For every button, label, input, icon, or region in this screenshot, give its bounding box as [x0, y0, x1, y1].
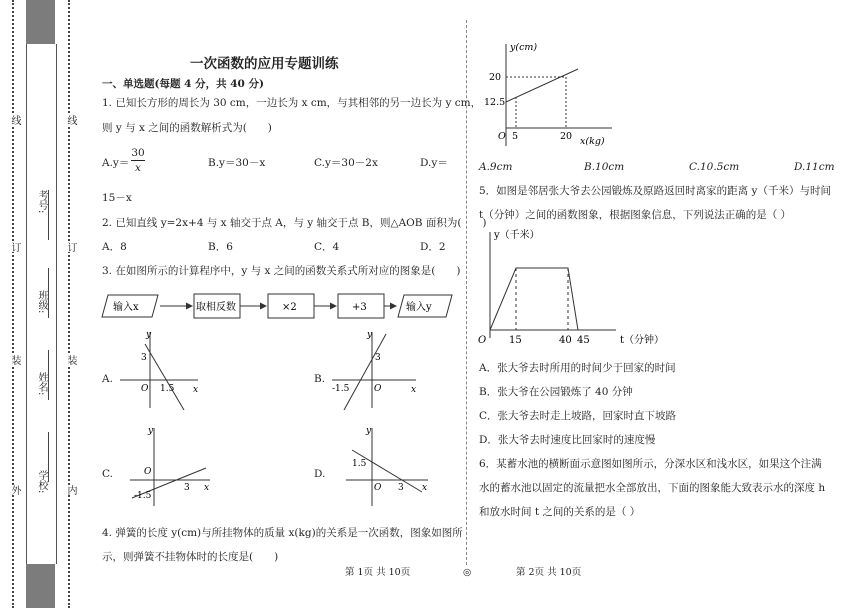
field-school: 学校: [36, 470, 47, 494]
spring-x2: 20 [560, 131, 573, 142]
spring-xlabel: x(kg) [580, 136, 605, 147]
section-heading: 一、单选题(每题 4 分，共 40 分) [102, 78, 264, 90]
graph-c-intercept-x: 3 [184, 483, 190, 493]
field-exam-number: 考号: [36, 190, 47, 214]
q5-option-a: A．张大爷去时所用的时间少于回家的时间 [479, 362, 676, 374]
walk-ylabel: y（千米） [494, 230, 540, 241]
q4-option-c: C.10.5cm [689, 161, 740, 173]
graph-d-intercept-x: 3 [398, 483, 404, 493]
binding-bar-bottom [26, 564, 55, 608]
q3-graph-a [112, 328, 204, 414]
graph-a-x: x [193, 385, 199, 395]
q4-option-a: A.9cm [479, 161, 513, 173]
outer-mark-ding: 订 [9, 242, 20, 252]
q5-option-c: C．张大爷去时走上坡路，回家时直下坡路 [479, 410, 677, 422]
q2-option-a: A．8 [102, 241, 127, 253]
field-name: 姓名: [36, 372, 47, 396]
outer-mark-wai: 外 [9, 485, 20, 495]
walk-xlabel: t（分钟） [620, 335, 665, 346]
graph-b-x: x [411, 385, 417, 395]
graph-b-o: O [374, 384, 382, 394]
q5-option-d: D．张大爷去时速度比回家时的速度慢 [479, 434, 656, 446]
graph-a-intercept-y: 3 [141, 353, 147, 363]
footer-page2: 第 2页 共 10页 [516, 567, 582, 578]
page-title: 一次函数的应用专题训练 [190, 56, 339, 72]
graph-b-intercept-x: -1.5 [332, 384, 350, 394]
footer-page1: 第 1页 共 10页 [345, 567, 411, 578]
graph-b-intercept-y: 3 [375, 353, 381, 363]
q3-graph-d [342, 424, 434, 510]
spring-origin: O [498, 131, 506, 142]
q4-option-d: D.11cm [794, 161, 835, 173]
q5-line2: t（分钟）之间的函数图象，根据图象信息，下列说法正确的是（ ） [479, 209, 792, 221]
spring-x1: 5 [512, 131, 519, 142]
walk-t2: 40 [559, 335, 572, 346]
dotted-line-outer [12, 0, 14, 608]
q1-line1: 1. 已知长方形的周长为 30 cm，一边长为 x cm，与其相邻的另一边长为 y cm， [102, 97, 482, 109]
graph-a-intercept-x: 1.5 [160, 384, 175, 394]
spring-y1: 12.5 [484, 97, 506, 108]
q3-option-d-label: D. [314, 468, 326, 480]
q3-option-c-label: C. [102, 468, 113, 480]
q1-option-c: C.y＝30－2x [314, 157, 378, 169]
flow-input-x: 输入x [113, 302, 139, 313]
graph-d-o: O [374, 483, 382, 493]
q3-option-a-label: A. [102, 373, 113, 385]
inner-mark-zhuang: 装 [65, 355, 76, 365]
q3-text: 3. 在如图所示的计算程序中，y 与 x 之间的函数关系式所对应的图象是( ) [102, 265, 461, 277]
outer-mark-xian: 线 [9, 115, 20, 125]
answer-line-class [48, 268, 49, 318]
q2-option-c: C．4 [314, 241, 340, 253]
binding-bar-top [26, 0, 55, 44]
answer-line-school [48, 432, 49, 482]
flow-output-y: 输入y [406, 302, 432, 313]
q1-option-a-prefix: A.y＝ [102, 157, 130, 169]
q3-flowchart [100, 290, 455, 324]
q2-text: 2. 已知直线 y=2x+4 与 x 轴交于点 A，与 y 轴交于点 B，则△AOB 面积为( ) [102, 217, 487, 229]
graph-a-o: O [141, 384, 149, 394]
graph-c-intercept-y: -1.5 [134, 491, 152, 501]
q4-line1: 4. 弹簧的长度 y(cm)与所挂物体的质量 x(kg)的关系是一次函数，图象如图所 [102, 527, 463, 539]
spring-graph [484, 40, 620, 152]
q5-option-b: B．张大爷在公园锻炼了 40 分钟 [479, 386, 633, 398]
q1-fraction-den: x [135, 162, 141, 174]
field-class: 班级: [36, 290, 47, 314]
inner-mark-nei: 内 [65, 485, 76, 495]
q2-option-b: B．6 [208, 241, 233, 253]
q1-option-a [102, 156, 129, 170]
q4-line2: 示，则弹簧不挂物体时的长度是( ) [102, 551, 279, 563]
q3-graph-c [126, 424, 216, 510]
walk-origin: O [478, 335, 487, 346]
graph-d-x: x [422, 483, 428, 493]
flow-plus3: +3 [352, 302, 367, 313]
q6-line2: 水的蓄水池以固定的流量把水全部放出，下面的图象能大致表示水的深度 h [479, 482, 826, 494]
q5-line1: 5．如图是邻居张大爷去公园锻炼及原路返回时离家的距离 y（千米）与时间 [479, 185, 831, 197]
q1-line2: 则 y 与 x 之间的函数解析式为( ) [102, 122, 272, 134]
spring-ylabel: y(cm) [510, 42, 538, 53]
walk-t1: 15 [509, 335, 522, 346]
graph-d-y: y [366, 426, 372, 436]
dotted-line-inner [68, 0, 70, 608]
q4-option-b: B.10cm [584, 161, 625, 173]
graph-c-y: y [148, 426, 154, 436]
q1-option-d: D.y＝ [420, 157, 448, 169]
q1-option-b: B.y＝30－x [208, 157, 266, 169]
q1-option-d-cont: 15－x [102, 192, 132, 204]
flow-times2: ×2 [282, 302, 297, 313]
q6-line1: 6．某蓄水池的横断面示意图如图所示，分深水区和浅水区，如果这个注满 [479, 458, 822, 470]
answer-line-exam [48, 190, 49, 240]
graph-d-intercept-y: 1.5 [352, 459, 367, 469]
walk-graph [476, 226, 676, 348]
inner-mark-ding: 订 [65, 242, 76, 252]
graph-c-o: O [144, 467, 152, 477]
graph-b-y: y [367, 330, 373, 340]
column-divider [466, 20, 467, 565]
binding-strip [0, 0, 82, 608]
q2-option-d: D．2 [420, 241, 446, 253]
graph-c-x: x [204, 483, 210, 493]
walk-t3: 45 [577, 335, 590, 346]
footer-divider-mark: ◎ [463, 567, 472, 578]
q6-line3: 和放水时间 t 之间的关系的是（ ） [479, 506, 641, 518]
q3-graph-b [326, 328, 422, 414]
spring-y2: 20 [489, 72, 502, 83]
q3-option-b-label: B. [314, 373, 326, 385]
outer-mark-zhuang: 装 [9, 355, 20, 365]
graph-a-y: y [146, 330, 152, 340]
inner-mark-xian: 线 [65, 115, 76, 125]
q1-fraction [131, 146, 145, 175]
q1-fraction-num: 30 [131, 147, 145, 159]
answer-line-name [48, 350, 49, 400]
flow-negate: 取相反数 [196, 302, 236, 313]
